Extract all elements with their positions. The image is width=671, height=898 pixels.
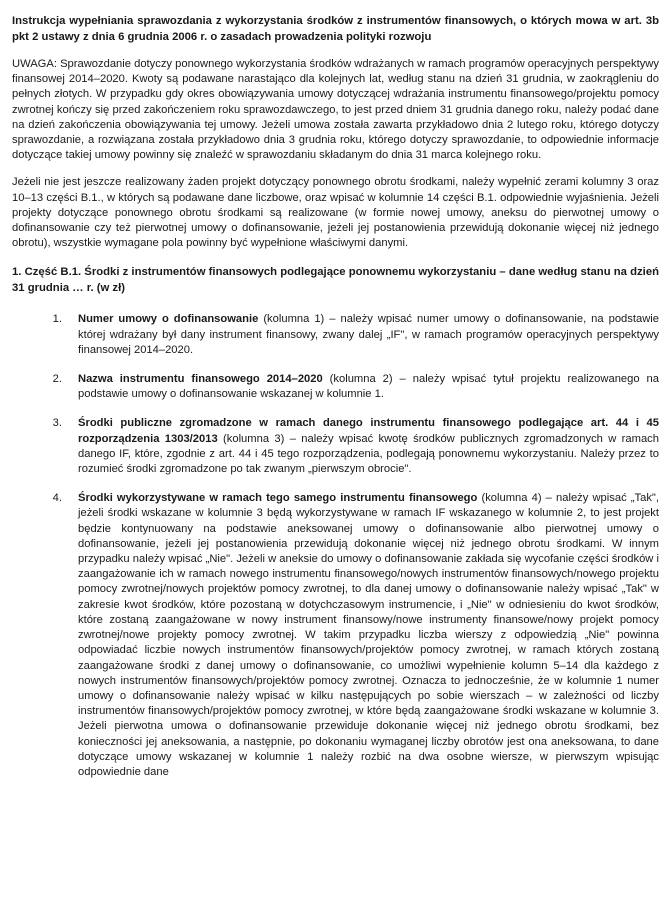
list-item-body: (kolumna 1) – należy wpisać numer umowy o dofinansowanie, na podstawie której wdrażany był dany instrument finansowy, zwany dalej „IF", w ramach programów operacyjnych perspektywy finansowej 2014–2020. (78, 313, 659, 356)
list-item-text (78, 312, 659, 358)
list-item-number: 4. (52, 492, 62, 505)
list-item-number: 1. (52, 313, 62, 326)
document-title: Instrukcja wypełniania sprawozdania z wykorzystania środków z instrumentów finansowych, o których mowa w art. 3b pkt 2 ustawy z dnia 6 grudnia 2006 r. o zasadach prowadzenia polityki rozwoju (12, 15, 659, 43)
list-item-body: (kolumna 3) – należy wpisać kwotę środków publicznych zgromadzonych w ramach danego IF, które, zgodnie z art. 44 i 45 tego rozporządzenia, podlegają ponownemu wykorzystaniu. Należy przez to rozumieć środki zgromadzone po tak zwanym „pierwszym obrocie". (78, 432, 659, 476)
list-item-bold: Środki wykorzystywane w ramach tego samego instrumentu finansowego (78, 492, 478, 505)
section-heading: 1. Część B.1. Środki z instrumentów finansowych podlegające ponownemu wykorzystaniu – dane według stanu na dzień 31 grudnia … r. (w zł) (12, 266, 659, 294)
list-item-text (78, 372, 659, 402)
paragraph-note: UWAGA: Sprawozdanie dotyczy ponownego wykorzystania środków wdrażanych w ramach programów operacyjnych perspektywy finansowej 2014–2020. Kwoty są podawane narastająco dla kolejnych lat, według stanu na dzień 31 grudnia, w zaokrągleniu do pełnych złotych. W przypadku gdy okres obowiązywania umowy dotyczącej wdrażania instrumentu finansowego/projektu pomocy zwrotnej kończy się przed zakończeniem roku sprawozdawczego, to jest przed dniem 31 grudnia danego roku, należy podać dane na dzień zakończenia obowiązywania tej umowy. Jeżeli umowa została zawarta przykładowo dnia 2 lutego roku, którego dotyczy sprawozdanie, a rozwiązana została przykładowo dnia 3 grudnia roku, którego dotyczy sprawozdanie, to odpowiednie informacje dotyczące takiej umowy powinny się znaleźć w sprawozdaniu składanym do dnia 31 marca kolejnego roku. (12, 58, 659, 162)
list-item (12, 312, 659, 358)
list-item (12, 491, 659, 780)
list-item (12, 372, 659, 402)
list-item-number: 2. (52, 373, 62, 386)
paragraph-instructions: Jeżeli nie jest jeszcze realizowany żaden projekt dotyczący ponownego obrotu środkami, należy wypełnić zerami kolumny 3 oraz 10–13 części B.1., w których są podawane dane liczbowe, oraz wpisać w kolumnie 14 części B.1. odpowiednie wyjaśnienia. Jeżeli projekty dotyczące ponownego obrotu środkami są realizowane (w formie nowej umowy, aneksu do pierwotnej umowy o dofinansowanie czy też pierwotnej umowy o dofinansowanie, jeżeli jej postanowienia przewidują dokonanie więcej niż jednego obrotu), wszystkie wymagane pola powinny być wypełnione właściwymi danymi. (12, 176, 659, 250)
list-item-text (78, 491, 659, 780)
list-item-bold: Numer umowy o dofinansowanie (78, 313, 259, 326)
list-item-bold: Środki publiczne zgromadzone w ramach danego instrumentu finansowego podlegające art. 44 i 45 rozporządzenia 1303/2013 (78, 417, 659, 445)
list-item-number: 3. (52, 417, 62, 430)
list-item (12, 416, 659, 477)
list-item-body: (kolumna 4) – należy wpisać „Tak", jeżeli środki wskazane w kolumnie 3 będą wykorzystywane w ramach IF wskazanego w kolumnie 2, to jest projekt będzie kontynuowany na podstawie aneksowanej umowy o dofinansowanie albo pierwotnej umowy o dofinansowanie, jeżeli jej postanowienia przewidują dokonanie więcej niż jednego obrotu środkami. W innym przypadku należy wpisać „Nie". Jeżeli w aneksie do umowy o dofinansowanie zakłada się wycofanie części środków i zaangażowanie ich w ramach nowego instrumentu finansowego/nowych instrumentów finansowych/nowego projektu pomocy zwrotnej/nowych projektów pomocy zwrotnej, to dla danej umowy o dofinansowanie należy wpisać „Tak" w zakresie kwot środków, które pozostaną w dotychczasowym instrumencie, i „Nie" w odniesieniu do kwot środków, które zostaną zaangażowane w nowy instrument finansowy/nowe instrumenty finansowe/nowy projekt pomocy zwrotnej/nowe projekty pomocy zwrotnej. W takim przypadku liczba wierszy z odpowiedzią „Nie" powinna odpowiadać liczbie nowych instrumentów finansowych/projektów pomocy zwrotnej, w ramach których zostaną zaangażowane środki z danej umowy o dofinansowanie, co umożliwi wypełnienie kolumn 5–14 dla każdego z nowych instrumentów finansowych/projektów pomocy zwrotnej. Oznacza to jednocześnie, że w kolumnie 1 numer umowy o dofinansowanie należy wpisać w kilku następujących po sobie wierszach – w zależności od liczby instrumentów finansowych/projektów pomocy zwrotnej, w które będą zaangażowane środki wskazane w kolumnie 3. Jeżeli pierwotna umowa o dofinansowanie przewiduje dokonanie więcej niż jednego obrotu środkami, bez konieczności jej aneksowania, a następnie, po dokonaniu wymaganej liczby obrotów jest ona aneksowana, to dane dotyczące umowy wskazanej w kolumnie 1 należy rozbić na dwa osobne wiersze, w pierwszym wpisując odpowiednie dane (78, 492, 659, 778)
list-item-bold: Nazwa instrumentu finansowego 2014–2020 (78, 373, 323, 386)
list-item-body: (kolumna 2) – należy wpisać tytuł projektu realizowanego na podstawie umowy o dofinansowanie wskazanej w kolumnie 1. (78, 373, 659, 401)
instruction-list (12, 312, 659, 780)
list-item-text (78, 416, 659, 477)
